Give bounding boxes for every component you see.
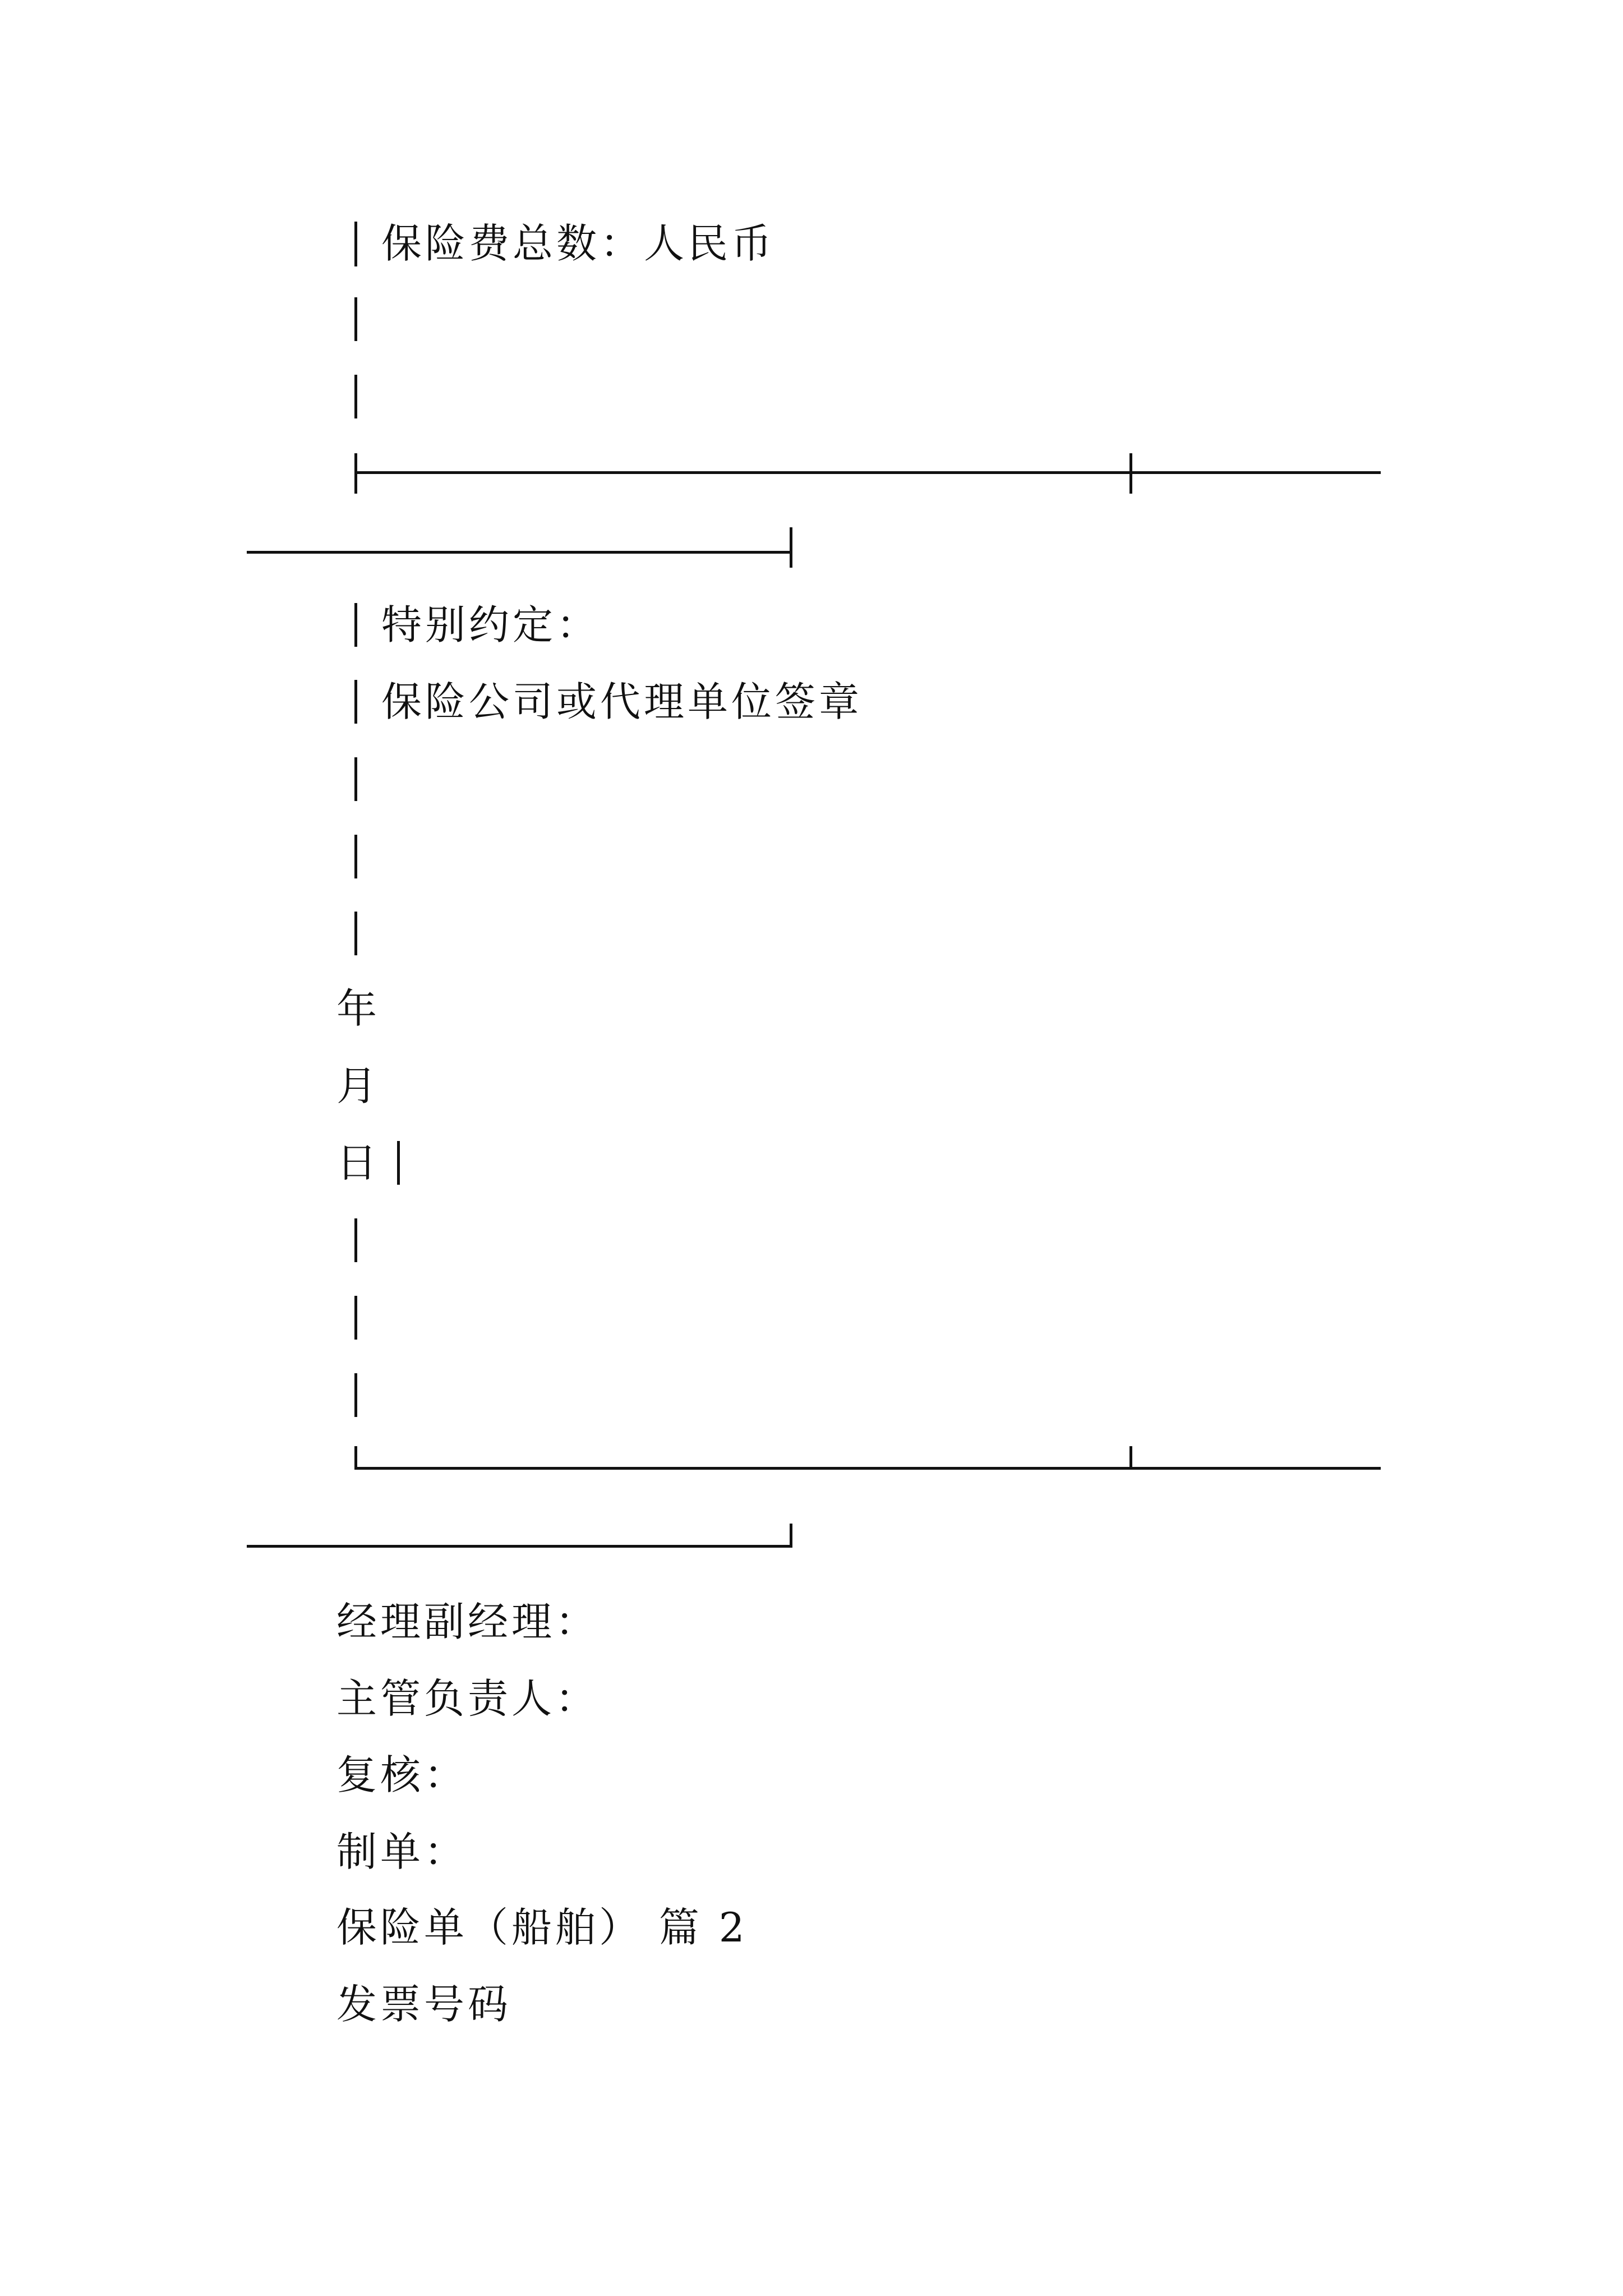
table-border-left [354, 835, 357, 878]
review-label: 复核： [336, 1751, 468, 1798]
table-border-left [354, 680, 357, 724]
table-bottom-line-wrap [247, 1545, 792, 1548]
table-divider-tick-right [790, 527, 792, 568]
table-border-left [354, 1218, 357, 1262]
month-label: 月 [336, 1062, 381, 1110]
table-bottom-line [354, 1467, 1381, 1470]
table-border-left [354, 603, 357, 647]
table-border-left [354, 1296, 357, 1340]
table-border-left [354, 375, 357, 418]
day-label: 日 [336, 1139, 381, 1186]
premium-total-label: 保险费总数：人民币 [381, 220, 776, 267]
table-border-left [354, 1373, 357, 1417]
year-label: 年 [336, 985, 381, 1032]
table-border-inline [397, 1141, 400, 1185]
prepared-by-label: 制单： [336, 1828, 468, 1875]
special-terms-label: 特别约定： [381, 601, 601, 648]
table-border-left [354, 297, 357, 341]
supervisor-label: 主管负责人： [336, 1675, 600, 1722]
table-divider-line [357, 471, 1381, 474]
table-bottom-tick-middle [1129, 1446, 1132, 1470]
manager-label: 经理副经理： [336, 1598, 600, 1645]
document-title: 保险单（船舶） 篇 2 [336, 1904, 748, 1951]
table-divider-tick-middle [1129, 453, 1132, 494]
table-border-left [354, 912, 357, 955]
table-divider-line-wrap [247, 551, 792, 554]
table-bottom-corner-right [790, 1524, 792, 1547]
table-border-left [354, 222, 357, 266]
table-border-left [354, 757, 357, 801]
seal-label: 保险公司或代理单位签章 [381, 678, 863, 725]
table-bottom-corner-left [354, 1446, 357, 1470]
invoice-number-label: 发票号码 [336, 1981, 512, 2028]
